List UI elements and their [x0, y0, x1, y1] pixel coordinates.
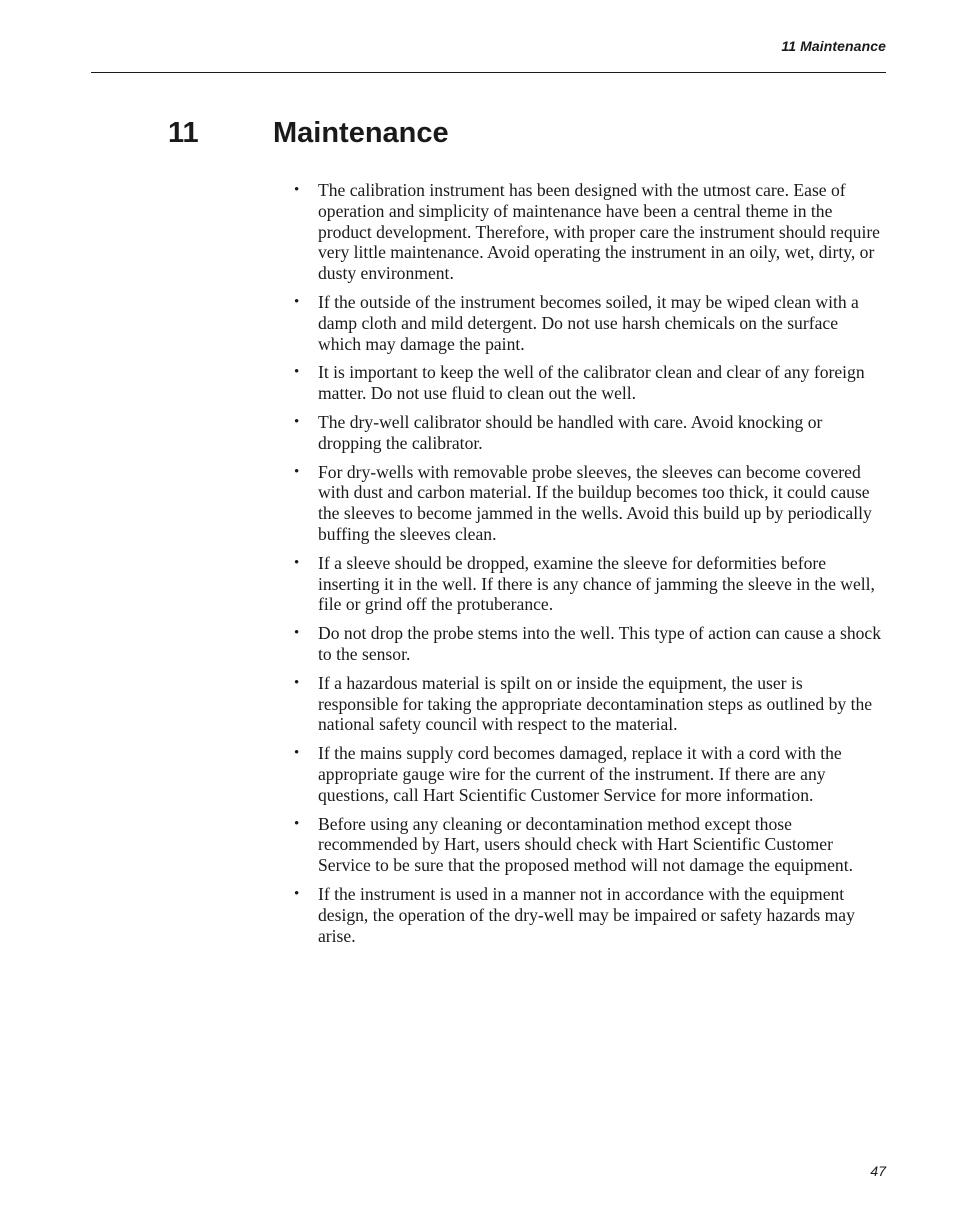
list-item [294, 672, 884, 735]
list-item [294, 461, 884, 545]
list-item-text: Do not drop the probe stems into the well. This type of action can cause a shock to the sensor. [318, 623, 882, 664]
bullet-icon: • [294, 625, 300, 642]
list-item-text: For dry-wells with removable probe sleeves, the sleeves can become covered with dust and carbon material. If the buildup becomes too thick, it could cause the sleeves to become jammed in the wells. Avoid this build up by periodically buffing the sleeves clean. [318, 461, 872, 544]
header-rule [91, 72, 886, 73]
list-item [294, 411, 884, 454]
list-item-text: If the instrument is used in a manner not in accordance with the equipment design, the operation of the dry-well may be impaired or safety hazards may arise. [318, 883, 855, 946]
list-item [294, 813, 884, 876]
bullet-icon: • [294, 293, 300, 310]
bullet-icon: • [294, 463, 300, 480]
list-item [294, 623, 884, 665]
bullet-icon: • [294, 674, 300, 691]
list-item [294, 883, 884, 946]
chapter-title: Maintenance [273, 117, 449, 149]
list-item-text: It is important to keep the well of the calibrator clean and clear of any foreign matter. Do not use fluid to clean out the well. [318, 362, 865, 404]
list-item-text: If the outside of the instrument becomes soiled, it may be wiped clean with a damp cloth and mild detergent. Do not use harsh chemicals on the surface which may damage the paint. [318, 291, 859, 354]
page-number: 47 [870, 1163, 886, 1179]
list-item-text: If a hazardous material is spilt on or inside the equipment, the user is responsible for taking the appropriate decontamination steps as outlined by the national safety council with respect to the material. [318, 672, 873, 735]
list-item [294, 180, 884, 284]
list-item [294, 552, 884, 615]
bullet-icon: • [294, 364, 300, 381]
list-item [294, 362, 884, 404]
list-item-text: The dry-well calibrator should be handled with care. Avoid knocking or dropping the calibrator. [318, 411, 823, 453]
bullet-icon: • [294, 413, 300, 430]
bullet-icon: • [294, 815, 300, 832]
bullet-icon: • [294, 885, 300, 902]
bullet-icon: • [294, 182, 300, 198]
running-header: 11 Maintenance [781, 38, 886, 54]
list-item [294, 291, 884, 354]
chapter-number: 11 [168, 117, 199, 149]
bullet-icon: • [294, 554, 300, 571]
list-item-text: The calibration instrument has been designed with the utmost care. Ease of operation and simplicity of maintenance have been a central theme in the product development. Therefore, with proper care the instrument should require very little maintenance. Avoid operating the instrument in an oily, wet, dirty, or dusty environment. [318, 180, 880, 284]
list-item-text: If the mains supply cord becomes damaged, replace it with a cord with the appropriate gauge wire for the current of the instrument. If there are any questions, call Hart Scientific Customer Service for more information. [318, 743, 842, 805]
list-item-text: If a sleeve should be dropped, examine the sleeve for deformities before inserting it in the well. If there is any chance of jamming the sleeve in the well, file or grind off the protuberance. [318, 552, 875, 615]
maintenance-bullet-list [294, 180, 884, 954]
list-item [294, 743, 884, 805]
list-item-text: Before using any cleaning or decontamination method except those recommended by Hart, users should check with Hart Scientific Customer Service to be sure that the proposed method will not damage the equipment. [318, 813, 854, 876]
bullet-icon: • [294, 745, 300, 762]
chapter-heading [168, 114, 449, 152]
